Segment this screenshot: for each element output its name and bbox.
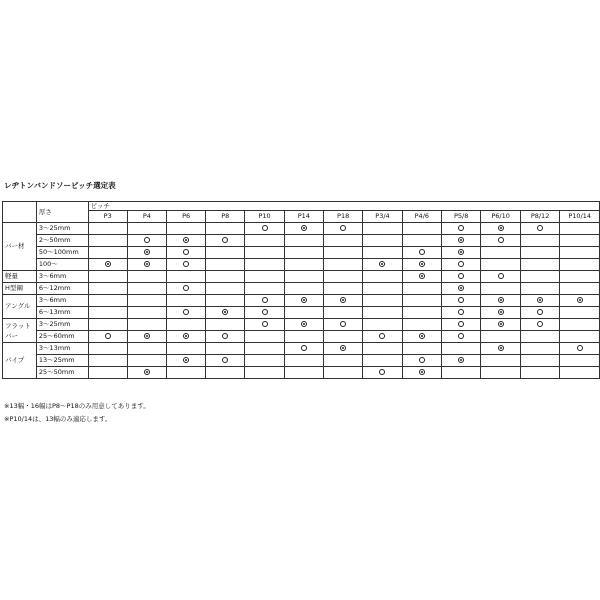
pitch-column-header: P5/8 bbox=[442, 211, 481, 223]
pitch-cell bbox=[167, 331, 206, 343]
pitch-cell bbox=[363, 355, 402, 367]
pitch-cell bbox=[167, 343, 206, 355]
pitch-cell bbox=[127, 259, 166, 271]
pitch-column-header: P6 bbox=[167, 211, 206, 223]
pitch-cell bbox=[284, 283, 323, 295]
pitch-cell bbox=[127, 307, 166, 319]
material-label: アングル bbox=[3, 295, 37, 319]
double-circle-icon bbox=[458, 285, 464, 291]
circle-icon bbox=[262, 321, 268, 327]
pitch-cell bbox=[284, 367, 323, 379]
pitch-cell bbox=[520, 223, 559, 235]
header-row-top bbox=[3, 202, 600, 211]
pitch-cell bbox=[560, 319, 600, 331]
pitch-cell bbox=[363, 247, 402, 259]
pitch-cell bbox=[324, 223, 363, 235]
double-circle-icon bbox=[379, 261, 385, 267]
double-circle-icon bbox=[498, 297, 504, 303]
pitch-cell bbox=[481, 295, 520, 307]
pitch-cell bbox=[560, 271, 600, 283]
circle-icon bbox=[458, 225, 464, 231]
pitch-column-header: P4 bbox=[127, 211, 166, 223]
thickness-cell: 50～100mm bbox=[36, 247, 88, 259]
pitch-cell bbox=[520, 343, 559, 355]
pitch-cell bbox=[206, 367, 245, 379]
pitch-cell bbox=[481, 235, 520, 247]
pitch-cell bbox=[284, 259, 323, 271]
pitch-cell bbox=[88, 331, 127, 343]
pitch-cell bbox=[520, 355, 559, 367]
pitch-cell bbox=[245, 307, 284, 319]
circle-icon bbox=[183, 309, 189, 315]
pitch-cell bbox=[88, 271, 127, 283]
double-circle-icon bbox=[183, 357, 189, 363]
pitch-cell bbox=[206, 295, 245, 307]
pitch-cell bbox=[88, 319, 127, 331]
circle-icon bbox=[301, 345, 307, 351]
circle-icon bbox=[222, 333, 228, 339]
pitch-cell bbox=[442, 247, 481, 259]
double-circle-icon bbox=[144, 249, 150, 255]
double-circle-icon bbox=[105, 261, 111, 267]
circle-icon bbox=[458, 273, 464, 279]
pitch-cell bbox=[245, 343, 284, 355]
pitch-cell bbox=[324, 295, 363, 307]
pitch-cell bbox=[481, 223, 520, 235]
pitch-cell bbox=[127, 235, 166, 247]
material-label: 軽量 bbox=[3, 271, 37, 283]
pitch-cell bbox=[167, 235, 206, 247]
pitch-cell bbox=[363, 307, 402, 319]
pitch-cell bbox=[560, 331, 600, 343]
pitch-cell bbox=[88, 235, 127, 247]
double-circle-icon bbox=[577, 297, 583, 303]
pitch-cell bbox=[206, 343, 245, 355]
double-circle-icon bbox=[419, 273, 425, 279]
pitch-cell bbox=[520, 259, 559, 271]
pitch-cell bbox=[245, 367, 284, 379]
material-label: H型鋼 bbox=[3, 283, 37, 295]
pitch-cell bbox=[324, 271, 363, 283]
pitch-cell bbox=[402, 355, 441, 367]
circle-icon bbox=[262, 297, 268, 303]
pitch-cell bbox=[520, 295, 559, 307]
pitch-cell bbox=[481, 283, 520, 295]
thickness-cell: 6～12mm bbox=[36, 283, 88, 295]
pitch-cell bbox=[442, 283, 481, 295]
pitch-cell bbox=[88, 259, 127, 271]
pitch-cell bbox=[560, 367, 600, 379]
pitch-column-header: P3/4 bbox=[363, 211, 402, 223]
pitch-cell bbox=[520, 235, 559, 247]
pitch-cell bbox=[481, 343, 520, 355]
pitch-cell bbox=[206, 271, 245, 283]
note-1: ※13幅・16幅はP8～P18のみ用意してあります。 bbox=[4, 402, 150, 410]
pitch-cell bbox=[324, 331, 363, 343]
table-row bbox=[3, 307, 600, 319]
circle-icon bbox=[183, 249, 189, 255]
pitch-cell bbox=[127, 271, 166, 283]
pitch-cell bbox=[402, 319, 441, 331]
table-row bbox=[3, 319, 600, 331]
pitch-cell bbox=[324, 235, 363, 247]
pitch-cell bbox=[442, 295, 481, 307]
pitch-column-header: P10 bbox=[245, 211, 284, 223]
pitch-selection-table bbox=[2, 201, 600, 379]
pitch-cell bbox=[520, 367, 559, 379]
table-row bbox=[3, 283, 600, 295]
pitch-cell bbox=[402, 271, 441, 283]
double-circle-icon bbox=[301, 321, 307, 327]
double-circle-icon bbox=[419, 333, 425, 339]
pitch-cell bbox=[363, 343, 402, 355]
pitch-column-header: P18 bbox=[324, 211, 363, 223]
table-row bbox=[3, 355, 600, 367]
double-circle-icon bbox=[144, 333, 150, 339]
double-circle-icon bbox=[340, 345, 346, 351]
pitch-cell bbox=[481, 259, 520, 271]
pitch-cell bbox=[481, 367, 520, 379]
pitch-cell bbox=[324, 259, 363, 271]
pitch-header: ピッチ bbox=[88, 202, 599, 211]
thickness-cell: 100～ bbox=[36, 259, 88, 271]
double-circle-icon bbox=[458, 249, 464, 255]
pitch-cell bbox=[363, 367, 402, 379]
circle-icon bbox=[222, 237, 228, 243]
pitch-cell bbox=[402, 343, 441, 355]
pitch-cell bbox=[402, 283, 441, 295]
pitch-cell bbox=[442, 343, 481, 355]
pitch-cell bbox=[324, 247, 363, 259]
pitch-cell bbox=[206, 331, 245, 343]
double-circle-icon bbox=[419, 261, 425, 267]
pitch-cell bbox=[520, 331, 559, 343]
pitch-cell bbox=[88, 355, 127, 367]
pitch-cell bbox=[520, 283, 559, 295]
pitch-cell bbox=[245, 283, 284, 295]
thickness-cell: 3～25mm bbox=[36, 223, 88, 235]
table-row bbox=[3, 271, 600, 283]
circle-icon bbox=[458, 261, 464, 267]
pitch-cell bbox=[127, 367, 166, 379]
pitch-cell bbox=[284, 247, 323, 259]
circle-icon bbox=[577, 345, 583, 351]
pitch-cell bbox=[167, 319, 206, 331]
pitch-cell bbox=[442, 235, 481, 247]
pitch-cell bbox=[167, 223, 206, 235]
thickness-cell: 25～50mm bbox=[36, 367, 88, 379]
pitch-cell bbox=[363, 295, 402, 307]
thickness-cell: 6～13mm bbox=[36, 307, 88, 319]
pitch-cell bbox=[88, 247, 127, 259]
double-circle-icon bbox=[301, 297, 307, 303]
pitch-cell bbox=[363, 235, 402, 247]
circle-icon bbox=[537, 321, 543, 327]
pitch-cell bbox=[88, 283, 127, 295]
double-circle-icon bbox=[183, 333, 189, 339]
pitch-cell bbox=[324, 283, 363, 295]
pitch-cell bbox=[520, 271, 559, 283]
pitch-cell bbox=[206, 235, 245, 247]
pitch-cell bbox=[284, 331, 323, 343]
pitch-cell bbox=[127, 223, 166, 235]
pitch-column-header: P14 bbox=[284, 211, 323, 223]
pitch-cell bbox=[206, 259, 245, 271]
corner-cell bbox=[3, 202, 37, 223]
pitch-cell bbox=[167, 271, 206, 283]
table-row bbox=[3, 259, 600, 271]
double-circle-icon bbox=[301, 225, 307, 231]
table-row bbox=[3, 343, 600, 355]
material-label: バー材 bbox=[3, 223, 37, 271]
pitch-cell bbox=[560, 307, 600, 319]
pitch-cell bbox=[88, 295, 127, 307]
pitch-column-header: P6/10 bbox=[481, 211, 520, 223]
pitch-cell bbox=[127, 247, 166, 259]
double-circle-icon bbox=[498, 345, 504, 351]
circle-icon bbox=[537, 225, 543, 231]
pitch-cell bbox=[127, 343, 166, 355]
circle-icon bbox=[262, 309, 268, 315]
double-circle-icon bbox=[458, 237, 464, 243]
pitch-cell bbox=[560, 355, 600, 367]
circle-icon bbox=[419, 357, 425, 363]
pitch-cell bbox=[560, 283, 600, 295]
pitch-cell bbox=[245, 331, 284, 343]
double-circle-icon bbox=[144, 261, 150, 267]
pitch-cell bbox=[560, 295, 600, 307]
pitch-cell bbox=[363, 319, 402, 331]
circle-icon bbox=[262, 225, 268, 231]
pitch-cell bbox=[245, 259, 284, 271]
pitch-cell bbox=[324, 307, 363, 319]
pitch-cell bbox=[245, 295, 284, 307]
pitch-cell bbox=[520, 247, 559, 259]
pitch-cell bbox=[363, 331, 402, 343]
table-row bbox=[3, 367, 600, 379]
pitch-cell bbox=[363, 283, 402, 295]
circle-icon bbox=[498, 237, 504, 243]
circle-icon bbox=[498, 273, 504, 279]
pitch-cell bbox=[324, 319, 363, 331]
double-circle-icon bbox=[498, 309, 504, 315]
pitch-cell bbox=[442, 307, 481, 319]
pitch-cell bbox=[127, 295, 166, 307]
pitch-cell bbox=[324, 343, 363, 355]
circle-icon bbox=[222, 357, 228, 363]
table-row bbox=[3, 223, 600, 235]
pitch-cell bbox=[88, 367, 127, 379]
pitch-cell bbox=[560, 235, 600, 247]
circle-icon bbox=[458, 297, 464, 303]
pitch-cell bbox=[442, 367, 481, 379]
circle-icon bbox=[458, 309, 464, 315]
double-circle-icon bbox=[537, 297, 543, 303]
pitch-cell bbox=[127, 319, 166, 331]
thickness-cell: 3～6mm bbox=[36, 271, 88, 283]
table-row bbox=[3, 331, 600, 343]
pitch-cell bbox=[284, 295, 323, 307]
circle-icon bbox=[537, 309, 543, 315]
pitch-cell bbox=[284, 319, 323, 331]
pitch-cell bbox=[284, 307, 323, 319]
pitch-column-header: P8 bbox=[206, 211, 245, 223]
pitch-column-header: P4/6 bbox=[402, 211, 441, 223]
pitch-cell bbox=[284, 223, 323, 235]
pitch-column-header: P8/12 bbox=[520, 211, 559, 223]
pitch-columns-row bbox=[3, 211, 600, 223]
pitch-cell bbox=[167, 307, 206, 319]
pitch-cell bbox=[442, 223, 481, 235]
pitch-cell bbox=[481, 307, 520, 319]
pitch-cell bbox=[167, 355, 206, 367]
note-2: ※P10/14は、13幅のみ適応します。 bbox=[4, 415, 112, 423]
circle-icon bbox=[419, 249, 425, 255]
pitch-cell bbox=[402, 223, 441, 235]
pitch-cell bbox=[245, 271, 284, 283]
pitch-cell bbox=[560, 259, 600, 271]
thickness-cell: 3～6mm bbox=[36, 295, 88, 307]
pitch-cell bbox=[206, 283, 245, 295]
pitch-column-header: P3 bbox=[88, 211, 127, 223]
double-circle-icon bbox=[222, 309, 228, 315]
pitch-cell bbox=[481, 355, 520, 367]
pitch-cell bbox=[167, 295, 206, 307]
circle-icon bbox=[458, 321, 464, 327]
pitch-cell bbox=[560, 343, 600, 355]
pitch-cell bbox=[167, 247, 206, 259]
pitch-cell bbox=[284, 235, 323, 247]
pitch-cell bbox=[442, 319, 481, 331]
circle-icon bbox=[379, 333, 385, 339]
pitch-cell bbox=[481, 247, 520, 259]
table-row bbox=[3, 235, 600, 247]
thickness-cell: 13～25mm bbox=[36, 355, 88, 367]
pitch-cell bbox=[284, 271, 323, 283]
pitch-cell bbox=[127, 283, 166, 295]
circle-icon bbox=[144, 237, 150, 243]
circle-icon bbox=[458, 333, 464, 339]
pitch-cell bbox=[245, 235, 284, 247]
circle-icon bbox=[105, 333, 111, 339]
pitch-cell bbox=[402, 367, 441, 379]
table-row bbox=[3, 247, 600, 259]
pitch-cell bbox=[167, 283, 206, 295]
pitch-cell bbox=[284, 355, 323, 367]
pitch-cell bbox=[402, 259, 441, 271]
pitch-cell bbox=[520, 319, 559, 331]
pitch-cell bbox=[402, 295, 441, 307]
pitch-cell bbox=[206, 307, 245, 319]
circle-icon bbox=[379, 369, 385, 375]
pitch-cell bbox=[284, 343, 323, 355]
pitch-cell bbox=[206, 247, 245, 259]
pitch-cell bbox=[402, 235, 441, 247]
pitch-cell bbox=[520, 307, 559, 319]
pitch-cell bbox=[442, 259, 481, 271]
thickness-cell: 2～50mm bbox=[36, 235, 88, 247]
double-circle-icon bbox=[498, 225, 504, 231]
pitch-cell bbox=[402, 331, 441, 343]
circle-icon bbox=[183, 261, 189, 267]
double-circle-icon bbox=[419, 369, 425, 375]
pitch-cell bbox=[481, 331, 520, 343]
pitch-cell bbox=[245, 247, 284, 259]
material-label: フラットバー bbox=[3, 319, 37, 343]
pitch-cell bbox=[88, 343, 127, 355]
pitch-cell bbox=[206, 355, 245, 367]
double-circle-icon bbox=[498, 321, 504, 327]
pitch-cell bbox=[560, 223, 600, 235]
page-title: レヂトンバンドソーピッチ選定表 bbox=[4, 181, 116, 190]
pitch-cell bbox=[402, 307, 441, 319]
pitch-cell bbox=[88, 223, 127, 235]
pitch-column-header: P10/14 bbox=[560, 211, 600, 223]
table-row bbox=[3, 295, 600, 307]
pitch-cell bbox=[481, 319, 520, 331]
pitch-cell bbox=[402, 247, 441, 259]
pitch-cell bbox=[245, 319, 284, 331]
double-circle-icon bbox=[183, 237, 189, 243]
pitch-cell bbox=[206, 319, 245, 331]
double-circle-icon bbox=[340, 297, 346, 303]
pitch-cell bbox=[442, 355, 481, 367]
material-label: パイプ bbox=[3, 343, 37, 379]
pitch-cell bbox=[363, 271, 402, 283]
pitch-cell bbox=[88, 307, 127, 319]
pitch-cell bbox=[363, 223, 402, 235]
thickness-cell: 3～13mm bbox=[36, 343, 88, 355]
pitch-cell bbox=[206, 223, 245, 235]
thickness-header: 厚さ bbox=[36, 202, 88, 223]
circle-icon bbox=[340, 321, 346, 327]
thickness-cell: 3～25mm bbox=[36, 319, 88, 331]
pitch-cell bbox=[363, 259, 402, 271]
circle-icon bbox=[183, 285, 189, 291]
pitch-cell bbox=[127, 355, 166, 367]
pitch-cell bbox=[442, 271, 481, 283]
thickness-cell: 25～60mm bbox=[36, 331, 88, 343]
pitch-cell bbox=[324, 367, 363, 379]
pitch-cell bbox=[245, 223, 284, 235]
pitch-cell bbox=[167, 367, 206, 379]
pitch-cell bbox=[245, 355, 284, 367]
pitch-cell bbox=[324, 355, 363, 367]
pitch-cell bbox=[560, 247, 600, 259]
double-circle-icon bbox=[144, 369, 150, 375]
circle-icon bbox=[340, 225, 346, 231]
pitch-cell bbox=[167, 259, 206, 271]
pitch-cell bbox=[442, 331, 481, 343]
double-circle-icon bbox=[458, 357, 464, 363]
pitch-cell bbox=[481, 271, 520, 283]
pitch-cell bbox=[127, 331, 166, 343]
